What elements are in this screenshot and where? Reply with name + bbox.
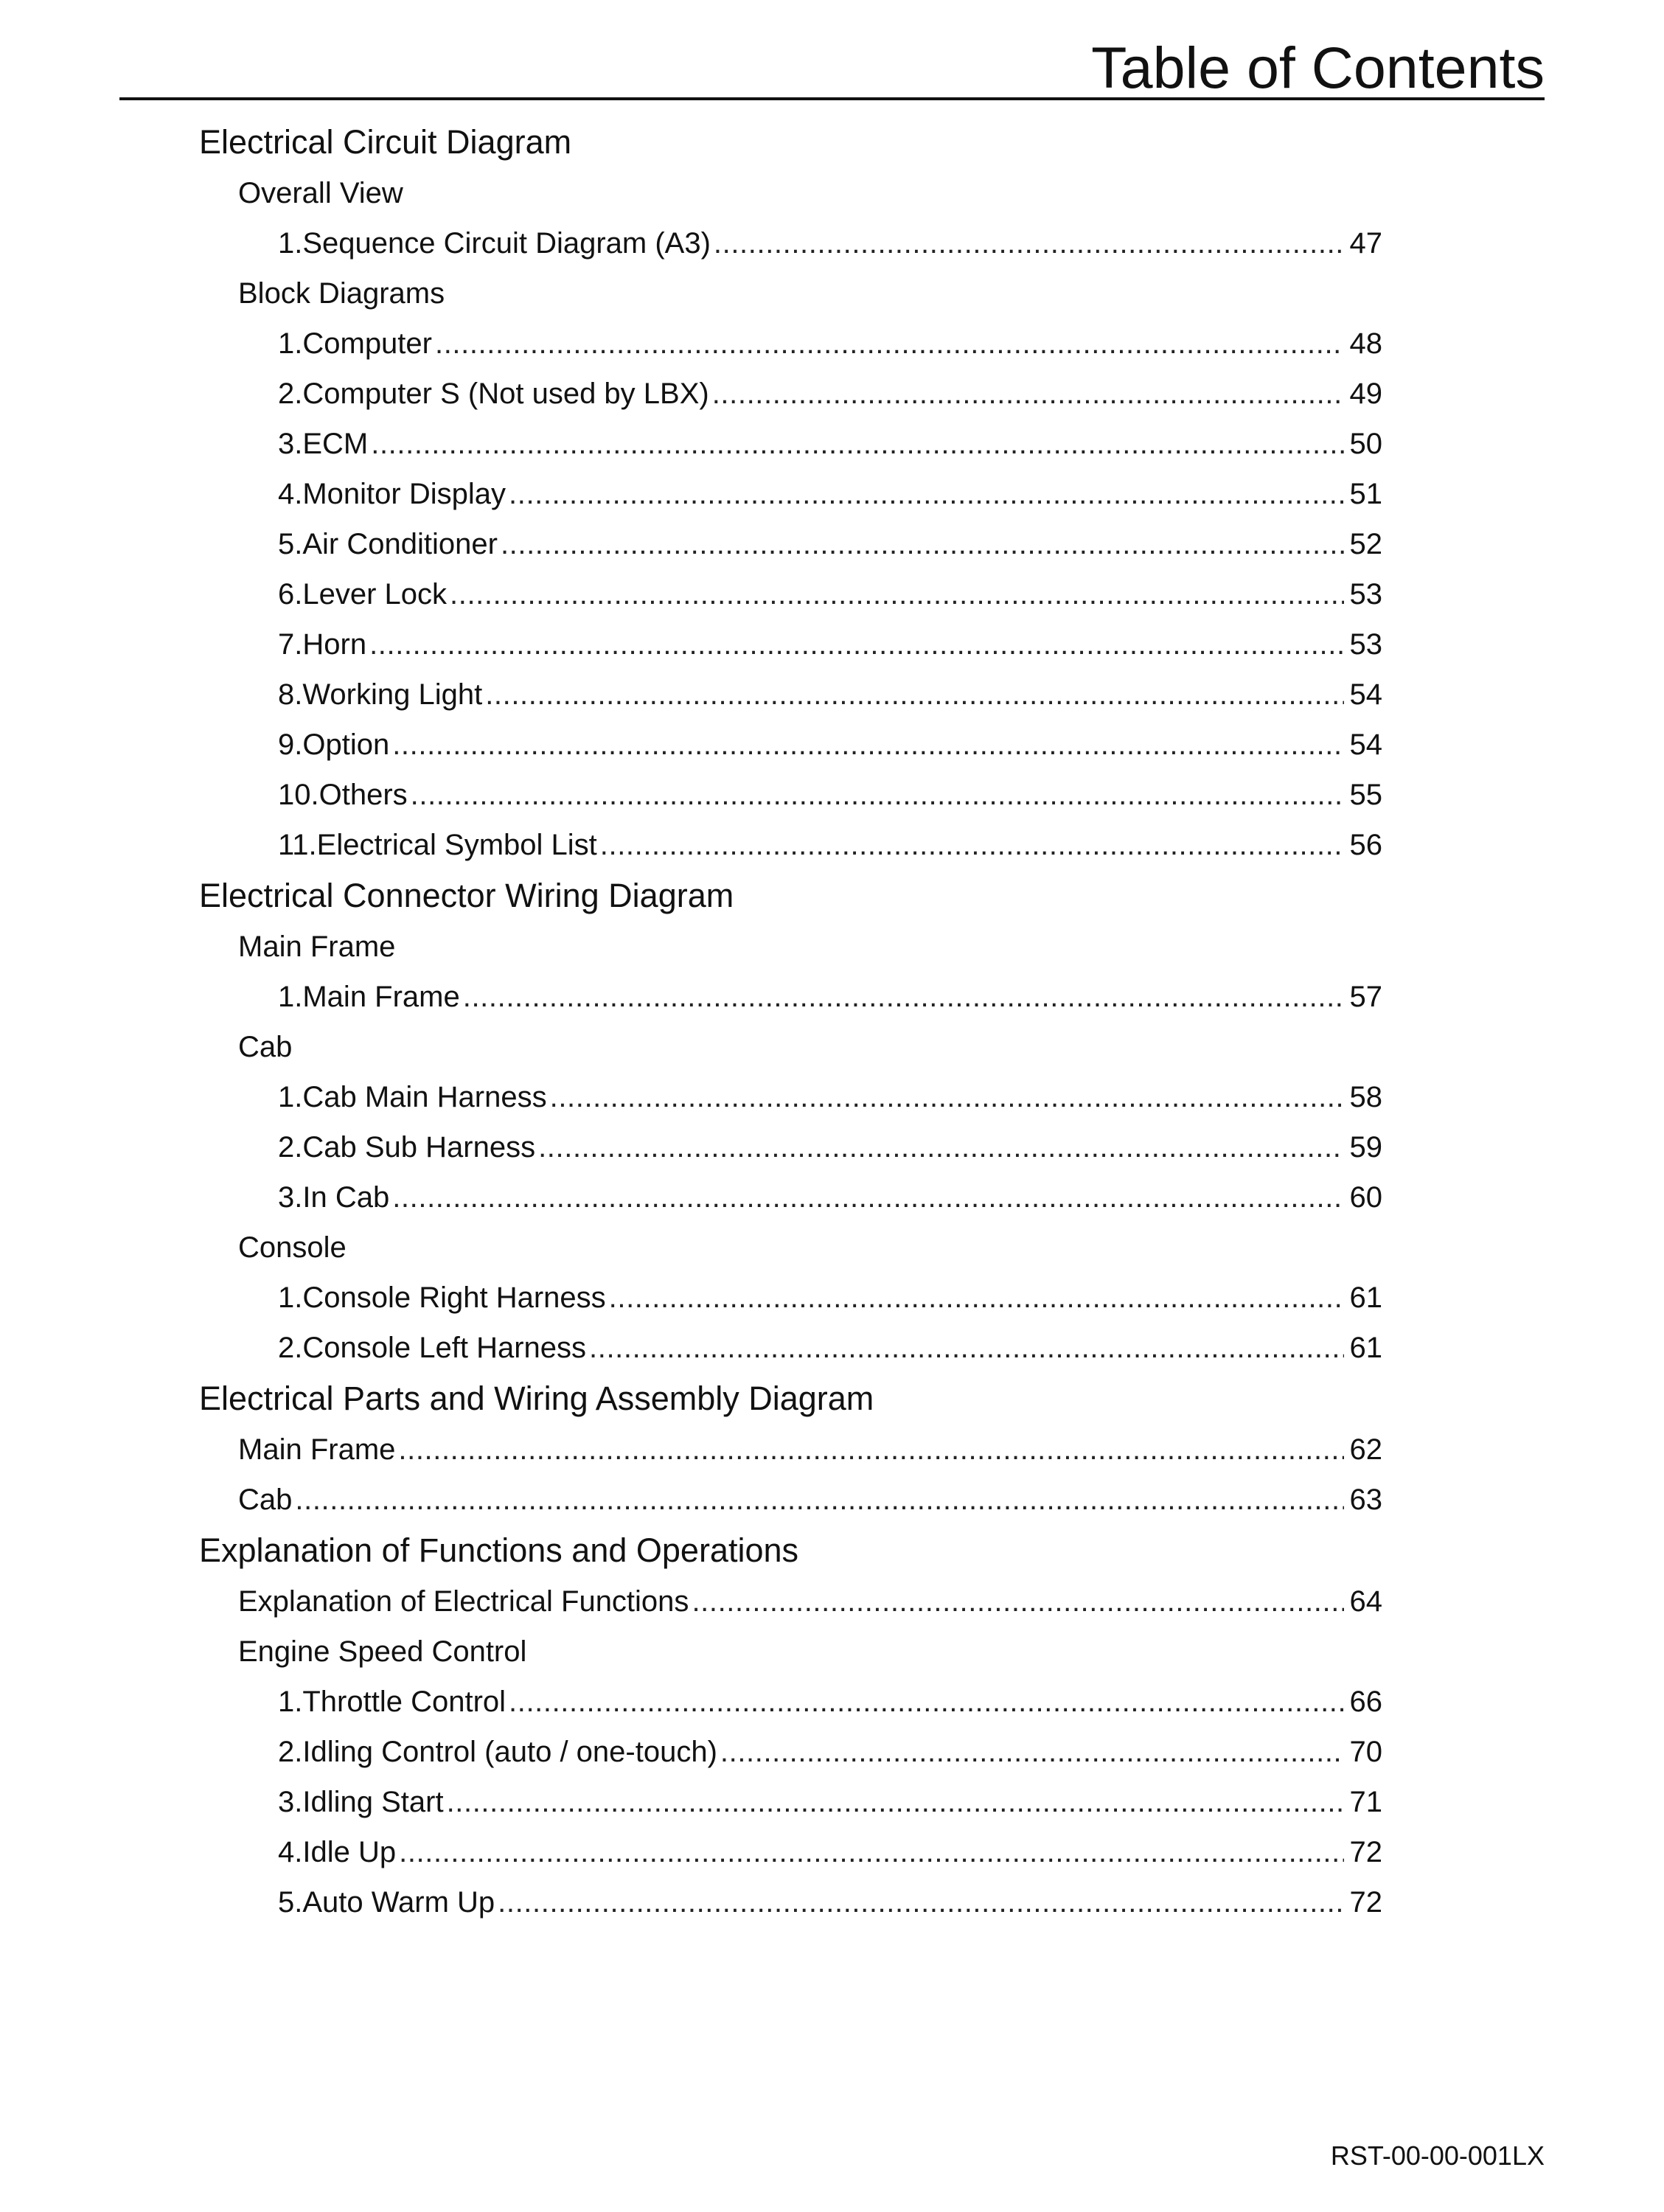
toc-section <box>199 870 1664 922</box>
toc-page-number: 53 <box>1349 578 1382 611</box>
title-rule <box>119 97 1545 100</box>
toc-label: Explanation of Functions and Operations <box>199 1531 799 1569</box>
toc-page-number: 72 <box>1349 1886 1382 1919</box>
toc-label: Main Frame <box>238 1433 396 1466</box>
toc-label: Block Diagrams <box>238 277 445 310</box>
toc-number: 9. <box>278 728 303 761</box>
toc-subsection[interactable] <box>238 1475 1664 1525</box>
toc-page-number: 55 <box>1349 779 1382 811</box>
toc-entry[interactable] <box>278 1273 1664 1323</box>
toc-number: 7. <box>278 628 303 661</box>
toc-label: Console <box>238 1231 347 1264</box>
toc-number: 4. <box>278 1836 303 1868</box>
toc-number: 3. <box>278 428 303 460</box>
toc-page-number: 52 <box>1349 528 1382 560</box>
toc-entry[interactable] <box>278 669 1664 720</box>
toc-number: 4. <box>278 478 303 510</box>
toc-label: Cab <box>238 1031 293 1063</box>
dot-leader <box>501 519 1344 569</box>
toc-number: 1. <box>278 981 303 1013</box>
toc-number: 6. <box>278 578 303 611</box>
document-code: RST-00-00-001LX <box>1330 2140 1545 2171</box>
toc-page-number: 53 <box>1349 628 1382 661</box>
toc-page-number: 54 <box>1349 678 1382 711</box>
dot-leader <box>435 319 1344 369</box>
toc-number: 8. <box>278 678 303 711</box>
toc-number: 11. <box>278 829 317 861</box>
toc-entry[interactable] <box>278 1122 1664 1172</box>
toc-label: Main Frame <box>238 931 396 963</box>
toc-label: Electrical Parts and Wiring Assembly Diagram <box>199 1380 874 1417</box>
toc-label: Throttle Control <box>302 1686 506 1718</box>
toc-section <box>199 116 1664 168</box>
toc-entry[interactable] <box>278 569 1664 619</box>
toc-label: Engine Speed Control <box>238 1635 527 1668</box>
toc-page-number: 63 <box>1349 1484 1382 1516</box>
toc-label: Idling Control (auto / one-touch) <box>302 1736 717 1768</box>
toc-label: Horn <box>302 628 367 661</box>
dot-leader <box>295 1475 1344 1525</box>
toc-number: 1. <box>278 327 303 360</box>
toc-page-number: 66 <box>1349 1686 1382 1718</box>
toc-subsection <box>238 922 1664 972</box>
toc-page-number: 56 <box>1349 829 1382 861</box>
toc-entry[interactable] <box>278 419 1664 469</box>
toc-number: 1. <box>278 1081 303 1113</box>
toc-entry[interactable] <box>278 218 1664 268</box>
dot-leader <box>450 569 1344 619</box>
toc-entry[interactable] <box>278 319 1664 369</box>
dot-leader <box>399 1827 1344 1877</box>
toc-label: Cab Main Harness <box>302 1081 547 1113</box>
toc-number: 5. <box>278 528 303 560</box>
toc-entry[interactable] <box>278 820 1664 870</box>
toc-entry[interactable] <box>278 1727 1664 1777</box>
toc-label: Electrical Circuit Diagram <box>199 123 572 161</box>
toc-label: Console Right Harness <box>302 1281 606 1314</box>
toc-entry[interactable] <box>278 1827 1664 1877</box>
toc-number: 2. <box>278 1736 303 1768</box>
toc-number: 2. <box>278 1332 303 1364</box>
toc-label: Console Left Harness <box>302 1332 587 1364</box>
toc-page-number: 70 <box>1349 1736 1382 1768</box>
toc-subsection <box>238 168 1664 218</box>
dot-leader <box>550 1072 1344 1122</box>
dot-leader <box>463 972 1344 1022</box>
toc-label: Main Frame <box>302 981 460 1013</box>
toc-entry[interactable] <box>278 369 1664 419</box>
toc-label: ECM <box>302 428 369 460</box>
toc-entry[interactable] <box>278 619 1664 669</box>
toc-label: Sequence Circuit Diagram (A3) <box>302 227 711 260</box>
toc-entry[interactable] <box>278 972 1664 1022</box>
toc-label: Electrical Connector Wiring Diagram <box>199 877 734 914</box>
dot-leader <box>509 1677 1344 1727</box>
toc-page-number: 60 <box>1349 1181 1382 1214</box>
toc-entry[interactable] <box>278 1777 1664 1827</box>
toc-entry[interactable] <box>278 469 1664 519</box>
toc-number: 3. <box>278 1181 303 1214</box>
toc-label: Explanation of Electrical Functions <box>238 1585 689 1618</box>
toc-label: Computer S (Not used by LBX) <box>302 378 709 410</box>
toc-label: Monitor Display <box>302 478 506 510</box>
dot-leader <box>411 770 1344 820</box>
toc-page-number: 54 <box>1349 728 1382 761</box>
toc-label: Others <box>318 779 408 811</box>
toc-number: 10. <box>278 779 319 811</box>
dot-leader <box>714 218 1344 268</box>
table-of-contents <box>0 116 1664 1927</box>
dot-leader <box>398 1425 1344 1475</box>
toc-entry[interactable] <box>278 720 1664 770</box>
toc-page-number: 47 <box>1349 227 1382 260</box>
dot-leader <box>600 820 1344 870</box>
toc-subsection[interactable] <box>238 1425 1664 1475</box>
toc-number: 1. <box>278 1686 303 1718</box>
toc-section <box>199 1373 1664 1425</box>
toc-number: 5. <box>278 1886 303 1919</box>
toc-label: In Cab <box>302 1181 390 1214</box>
toc-subsection[interactable] <box>238 1576 1664 1627</box>
toc-subsection <box>238 1627 1664 1677</box>
dot-leader <box>609 1273 1344 1323</box>
toc-entry[interactable] <box>278 1072 1664 1122</box>
toc-label: Idling Start <box>302 1786 444 1818</box>
dot-leader <box>392 720 1344 770</box>
toc-section <box>199 1525 1664 1576</box>
toc-label: Idle Up <box>302 1836 397 1868</box>
toc-page-number: 57 <box>1349 981 1382 1013</box>
toc-label: Overall View <box>238 177 403 209</box>
toc-label: Option <box>302 728 390 761</box>
toc-entry[interactable] <box>278 1677 1664 1727</box>
toc-number: 1. <box>278 227 303 260</box>
dot-leader <box>509 469 1344 519</box>
toc-page-number: 71 <box>1349 1786 1382 1818</box>
toc-page-number: 64 <box>1349 1585 1382 1618</box>
toc-label: Computer <box>302 327 432 360</box>
dot-leader <box>589 1323 1344 1373</box>
toc-label: Auto Warm Up <box>302 1886 495 1919</box>
dot-leader <box>720 1727 1344 1777</box>
dot-leader <box>369 619 1344 669</box>
dot-leader <box>498 1877 1344 1927</box>
toc-subsection <box>238 268 1664 319</box>
toc-page-number: 49 <box>1349 378 1382 410</box>
toc-subsection <box>238 1022 1664 1072</box>
toc-page-number: 62 <box>1349 1433 1382 1466</box>
toc-page-number: 61 <box>1349 1332 1382 1364</box>
toc-number: 3. <box>278 1786 303 1818</box>
toc-page-number: 50 <box>1349 428 1382 460</box>
toc-number: 2. <box>278 378 303 410</box>
toc-entry[interactable] <box>278 519 1664 569</box>
toc-entry[interactable] <box>278 1323 1664 1373</box>
toc-entry[interactable] <box>278 770 1664 820</box>
dot-leader <box>485 669 1344 720</box>
toc-label: Cab <box>238 1484 293 1516</box>
dot-leader <box>538 1122 1344 1172</box>
toc-number: 2. <box>278 1131 303 1164</box>
dot-leader <box>692 1576 1344 1627</box>
toc-page-number: 59 <box>1349 1131 1382 1164</box>
dot-leader <box>371 419 1344 469</box>
dot-leader <box>447 1777 1344 1827</box>
toc-page-number: 58 <box>1349 1081 1382 1113</box>
dot-leader <box>712 369 1344 419</box>
dot-leader <box>392 1172 1344 1222</box>
toc-label: Cab Sub Harness <box>302 1131 536 1164</box>
toc-number: 1. <box>278 1281 303 1314</box>
toc-label: Lever Lock <box>302 578 448 611</box>
toc-label: Electrical Symbol List <box>316 829 597 861</box>
page-title: Table of Contents <box>1091 35 1545 100</box>
toc-page-number: 61 <box>1349 1281 1382 1314</box>
toc-label: Air Conditioner <box>302 528 498 560</box>
toc-subsection <box>238 1222 1664 1273</box>
toc-label: Working Light <box>302 678 483 711</box>
toc-entry[interactable] <box>278 1172 1664 1222</box>
toc-entry[interactable] <box>278 1877 1664 1927</box>
toc-page-number: 48 <box>1349 327 1382 360</box>
toc-page-number: 72 <box>1349 1836 1382 1868</box>
toc-page-number: 51 <box>1349 478 1382 510</box>
